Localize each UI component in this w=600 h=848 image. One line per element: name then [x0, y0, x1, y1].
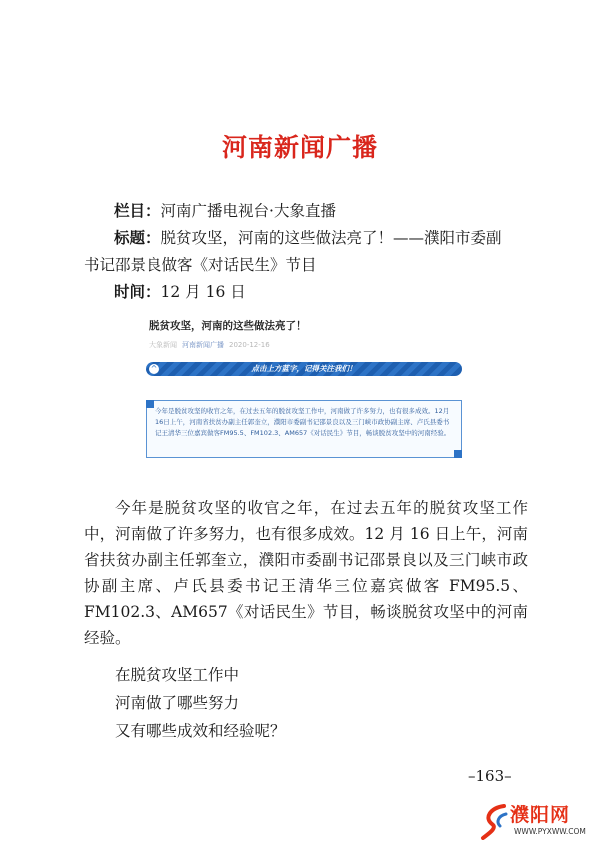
body-paragraph: 今年是脱贫攻坚的收官之年，在过去五年的脱贫攻坚工作中，河南做了许多努力，也有很多成效。12 月 16 日上午，河南省扶贫办副主任郭奎立，濮阳市委副书记邵景良以及三门峡市政协副主席、卢氏县委书记王清华三位嘉宾做客 FM95.5、FM102.3、AM657《对话民生》节目，畅谈脱贫攻坚中的河南经验。	[84, 499, 528, 647]
byline-prefix: 大象新闻	[149, 341, 177, 349]
closing-line-3: 又有哪些成效和经验呢？	[115, 722, 286, 740]
intro-card-text: 今年是脱贫攻坚的收官之年，在过去五年的脱贫攻坚工作中，河南做了许多努力，也有很多成效。12月16日上午，河南省扶贫办副主任郭奎立，濮阳市委副书记邵景良以及三门峡市政协副主席、卢氏县委书记王清华三位嘉宾做客FM95.5、FM102.3、AM657《对话民生》节目，畅谈脱贫攻坚中的河南经验。	[155, 407, 451, 437]
column-value: 河南广播电视台·大象直播	[160, 202, 336, 220]
title-line	[84, 225, 524, 252]
screenshot-article-title: 脱贫攻坚，河南的这些做法亮了！	[149, 320, 307, 332]
title-value-1: 脱贫攻坚，河南的这些做法亮了！——濮阳市委副	[160, 229, 502, 247]
closing-lines	[115, 661, 286, 745]
page-number: –163–	[468, 767, 512, 785]
logo-url: WWW.PYXWW.COM	[514, 827, 586, 836]
card-corner-decoration	[146, 400, 154, 408]
intro-card	[146, 400, 462, 458]
column-line	[84, 198, 524, 225]
closing-line-2: 河南做了哪些努力	[115, 694, 240, 712]
page-heading: 河南新闻广播	[221, 133, 378, 162]
title-label: 标题：	[114, 229, 161, 247]
card-corner-decoration	[454, 450, 462, 458]
title-value-2: 书记邵景良做客《对话民生》节目	[84, 256, 317, 274]
column-label: 栏目：	[114, 202, 161, 220]
logo-site-name: 濮阳网	[510, 804, 571, 826]
byline-date: 2020-12-16	[229, 341, 270, 349]
chevron-up-icon: ^	[150, 364, 158, 373]
article-screenshot	[146, 314, 462, 470]
site-logo	[480, 800, 598, 844]
follow-banner[interactable]	[146, 362, 462, 376]
follow-banner-text: 点击上方蓝字，记得关注我们！	[251, 364, 357, 373]
time-value: 12 月 16 日	[160, 283, 246, 301]
time-label: 时间：	[114, 283, 161, 301]
meta-block	[84, 198, 524, 306]
body-paragraph-block	[84, 495, 528, 651]
closing-line-1: 在脱贫攻坚工作中	[115, 666, 240, 684]
logo-swirl-icon	[480, 802, 510, 840]
title-line-continued	[84, 252, 524, 279]
byline-source-link[interactable]: 河南新闻广播	[182, 341, 224, 349]
screenshot-byline	[149, 340, 270, 350]
time-line	[84, 279, 524, 306]
